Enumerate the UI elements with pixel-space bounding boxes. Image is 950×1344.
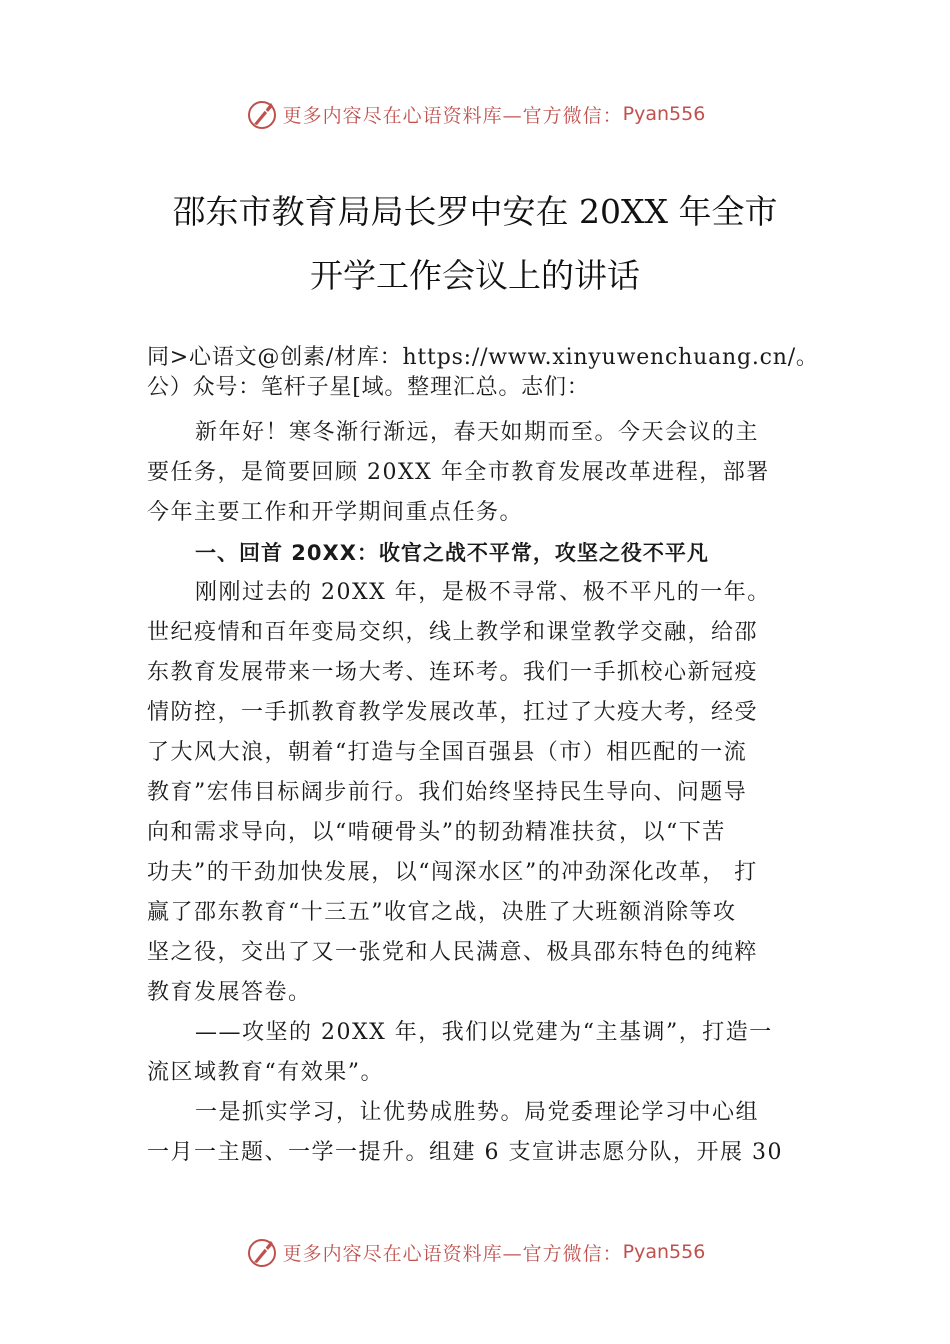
footer-watermark-banner [0,1232,950,1272]
quill-logo-icon [245,97,279,131]
banner-wechat-id: Pyan556 [622,1241,706,1263]
banner-text: 更多内容尽在心语资料库—官方微信： [282,1242,623,1265]
document-body [147,343,837,1173]
body-line: ——攻坚的 20XX 年，我们以党建为“主基调”，打造一 [195,1020,773,1045]
body-line: 功夫”的干劲加快发展，以“闯深水区”的冲劲深化改革， 打 [147,860,758,885]
body-line: 东教育发展带来一场大考、连环考。我们一手抓校心新冠疫 [147,660,759,685]
body-line: 教育发展答卷。 [147,980,312,1005]
title-line-2: 开学工作会议上的讲话 [310,256,640,295]
page-title [0,180,950,308]
body-line: 一是抓实学习，让优势成胜势。局党委理论学习中心组 [195,1100,760,1125]
body-line: 要任务，是简要回顾 20XX 年全市教育发展改革进程，部署 [147,460,770,485]
body-line: 赢了邵东教育“十三五”收官之战，决胜了大班额消除等攻 [147,900,737,925]
body-line: 流区域教育“有效果”。 [147,1060,384,1085]
body-line: 今年主要工作和开学期间重点任务。 [147,500,524,525]
body-line: 一月一主题、一学一提升。组建 6 支宣讲志愿分队，开展 30 [147,1140,783,1165]
section-heading: 一、回首 20XX：收官之战不平常，攻坚之役不平凡 [195,541,709,565]
body-line: 同>心语文@创素/材库：https://www.xinyuwenchuang.cn/。 [147,345,819,370]
body-line: 向和需求导向，以“啃硬骨头”的韧劲精准扶贫，以“下苦 [147,820,726,845]
quill-logo-icon [245,1235,279,1269]
body-line: 刚刚过去的 20XX 年，是极不寻常、极不平凡的一年。 [195,580,771,605]
body-line: 公）众号：笔杆子星[域。整理汇总。志们： [147,375,590,400]
body-line: 坚之役，交出了又一张党和人民满意、极具邵东特色的纯粹 [147,940,759,965]
banner-text: 更多内容尽在心语资料库—官方微信： [282,104,623,127]
body-line: 世纪疫情和百年变局交织，线上教学和课堂教学交融，给邵 [147,620,759,645]
banner-wechat-id: Pyan556 [622,103,706,125]
body-line: 情防控，一手抓教育教学发展改革，扛过了大疫大考，经受 [147,700,759,725]
header-watermark-banner [0,94,950,134]
body-line: 教育”宏伟目标阔步前行。我们始终坚持民生导向、问题导 [147,780,748,805]
title-line-1: 邵东市教育局局长罗中安在 20XX 年全市 [172,192,778,231]
body-line: 新年好！寒冬渐行渐远，春天如期而至。今天会议的主 [195,420,760,445]
body-line: 了大风大浪，朝着“打造与全国百强县（市）相匹配的一流 [147,740,748,765]
